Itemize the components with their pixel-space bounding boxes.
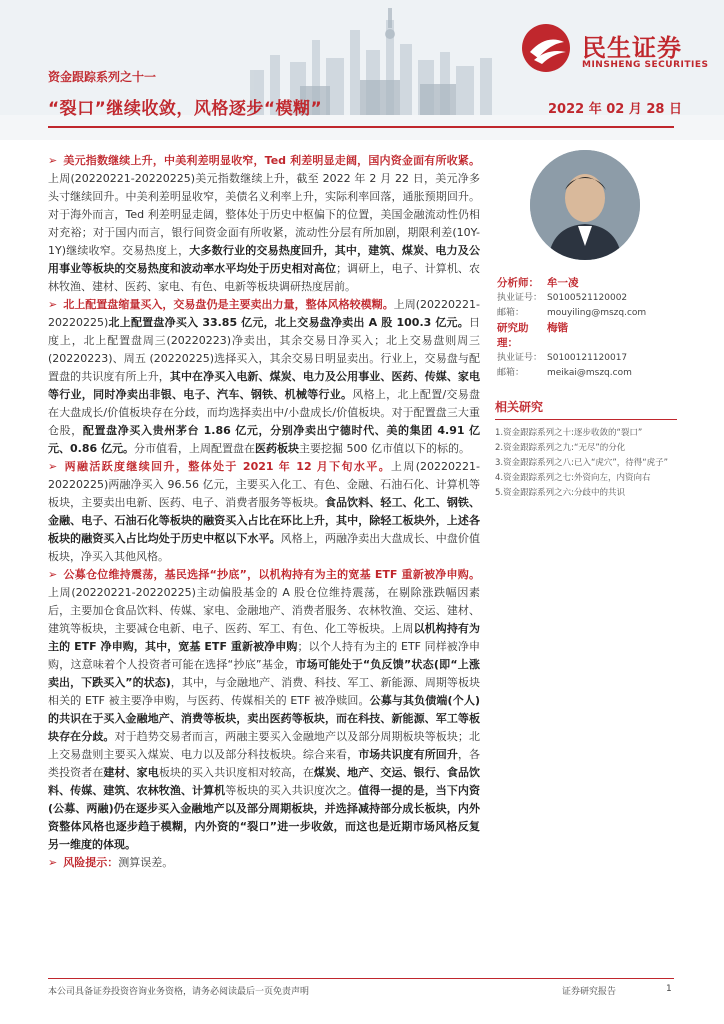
analyst-info — [497, 276, 677, 381]
related-link[interactable]: 1.资金跟踪系列之十:逐步收敛的“裂口” — [495, 428, 643, 438]
paragraph-emphasis: 配置盘净买入贵州茅台 1.86 亿元，分别净卖出宁德时代、美的集团 4.91 亿元、0.86 亿元。 — [48, 424, 480, 455]
related-link[interactable]: 5.资金跟踪系列之六:分歧中的共识 — [495, 488, 625, 498]
paragraph-text: 对于趋势交易者而言，两融主要买入金融地产以及部分周期板块等板块；北上交易盘则主要买入煤炭、电力以及部分科技板块。综合来看， — [48, 730, 481, 761]
arrow-bullet-icon: ➢ — [48, 298, 58, 311]
paragraph-text: 上周(20220221-20220225)主动偏股基金的 A 股仓位维持震荡，在剔除涨跌幅因素后，主要加仓食品饮料、传媒、家电、金融地产、消费者服务、农林牧渔、交运、建材、建筑等板块，主要减仓电新、电子、医药、军工、有色、化工等板块。上周 — [48, 586, 480, 635]
minsheng-logo — [520, 22, 710, 74]
assistant-cert: S0100121120017 — [547, 353, 628, 363]
paragraph-emphasis: 市场共识度有所回升 — [358, 748, 458, 761]
cert-label: 执业证号： — [497, 353, 543, 363]
minsheng-logo-icon — [520, 22, 576, 74]
arrow-bullet-icon: ➢ — [48, 154, 58, 167]
paragraph-text: ；以个人持有为主的 ETF 同样被净申购，这意味着个人投资者可能在选择“抄底”基金， — [48, 640, 480, 671]
header-divider — [48, 126, 674, 128]
related-link[interactable]: 3.资金跟踪系列之八:已入“虎穴”，待得“虎子” — [495, 458, 669, 468]
analyst-email: mouyiling@mszq.com — [547, 308, 647, 318]
arrow-bullet-icon: ➢ — [48, 856, 58, 869]
report-paragraph — [48, 854, 480, 872]
report-date: 2022 年 02 月 28 日 — [548, 102, 682, 117]
paragraph-lead: 公募仓位维持震荡，基民选择“抄底”，以机构持有为主的宽基 ETF 重新被净申购。 — [63, 568, 480, 581]
footer-disclaimer: 本公司具备证券投资咨询业务资格，请务必阅读最后一页免责声明 — [48, 987, 310, 997]
analyst-name: 牟一凌 — [547, 277, 579, 289]
paragraph-emphasis: 其中在净买入电新、煤炭、电力及公用事业、医药、传媒、家电等行业，同时净卖出非银、电子、汽车、钢铁、机械等行业。 — [48, 370, 481, 401]
paragraph-emphasis: 医药板块 — [254, 442, 299, 455]
arrow-bullet-icon: ➢ — [48, 568, 58, 581]
series-label: 资金跟踪系列之十一 — [48, 70, 157, 84]
assistant-label: 研究助理： — [497, 322, 529, 349]
email-label: 邮箱： — [497, 308, 525, 318]
paragraph-lead: 两融活跃度继续回升，整体处于 2021 年 12 月下旬水平。 — [63, 460, 392, 473]
paragraph-emphasis: 建材、家电 — [103, 766, 159, 779]
related-research-list — [495, 426, 677, 501]
footer-report-type: 证券研究报告 — [562, 987, 617, 997]
paragraph-lead: 北上配置盘缩量买入，交易盘仍是主要卖出力量，整体风格较模糊。 — [63, 298, 394, 311]
cert-label: 执业证号： — [497, 293, 543, 303]
paragraph-text: 板块的买入共识度相对较高，在 — [158, 766, 314, 779]
report-body — [48, 152, 480, 872]
analyst-photo — [530, 150, 640, 260]
header-banner — [0, 0, 724, 140]
paragraph-emphasis: 北上配置盘净买入 33.85 亿元，北上交易盘净卖出 A 股 100.3 亿元。 — [108, 316, 469, 329]
paragraph-text: ，各类投资者在 — [48, 748, 481, 779]
paragraph-lead: 风险提示： — [63, 856, 119, 869]
email-label: 邮箱： — [497, 368, 525, 378]
paragraph-emphasis: 大多数行业的交易热度回升，其中，建筑、煤炭、电力及公用事业等板块的交易热度和波动率水平均处于历史相对高位 — [48, 244, 480, 275]
paragraph-emphasis: 市场可能处于“负反馈”状态(即“上涨卖出，下跌买入”的状态) — [48, 658, 480, 689]
paragraph-lead: 美元指数继续上升，中美利差明显收窄，Ted 利差明显走阔，国内资金面有所收紧。 — [63, 154, 480, 167]
assistant-email: meikai@mszq.com — [547, 368, 632, 378]
document-title: “裂口”继续收敛，风格逐步“模糊” — [48, 99, 323, 119]
paragraph-text: 等板块的买入共识度次之。 — [225, 784, 359, 797]
related-research-title: 相关研究 — [495, 398, 677, 420]
paragraph-text: ，其中，与金融地产、消费、科技、军工、新能源、周期等板块相关的 ETF 被主要净申购，与医药、传媒相关的 ETF 被净赎回。 — [48, 676, 480, 707]
paragraph-text: ；调研上，电子、计算机、农林牧渔、建材、医药、家电、有色、电新等板块调研热度居前。 — [48, 262, 481, 293]
page-number: 1 — [666, 984, 672, 994]
paragraph-text: 日度上，北上配置盘周三(20220223)净卖出，其余交易日净买入；北上交易盘则周三(20220223)、周五 (20220225)选择买入，其余交易日明显卖出。行业上，交易盘与配置盘的共识度有所上升， — [48, 316, 480, 383]
paragraph-emphasis: 食品饮料、轻工、化工、钢铁、金融、电子、石油石化等板块的融资买入占比在环比上升，其中，除轻工板块外，上述各板块的融资买入占比均处于历史中枢以下水平。 — [48, 496, 481, 545]
logo-chinese-text: 民生证券 — [582, 34, 682, 62]
arrow-bullet-icon: ➢ — [48, 460, 58, 473]
paragraph-text: 测算误差。 — [118, 856, 174, 869]
footer-divider — [48, 978, 674, 979]
analyst-label: 分析师： — [497, 277, 539, 289]
paragraph-text: 风格上，北上配置/交易盘在大盘成长/价值板块存在分歧，而均选择卖出中/小盘成长/价值板块。对于配置盘三大重仓股， — [48, 388, 480, 437]
paragraph-text: 上周(20220221-20220225)两融净买入 96.56 亿元，主要买入化工、有色、金融、石油石化、计算机等板块，主要卖出电新、医药、电子、消费者服务等板块。 — [48, 460, 480, 509]
paragraph-emphasis: 以机构持有为主的 ETF 净申购，其中，宽基 ETF 重新被净申购 — [48, 622, 481, 653]
paragraph-emphasis: 煤炭、地产、交运、银行、食品饮料、传媒、建筑、农林牧渔、计算机 — [48, 766, 481, 797]
report-paragraph — [48, 458, 480, 566]
logo-english-text: MINSHENG SECURITIES — [582, 60, 709, 70]
related-research — [495, 398, 677, 501]
paragraph-emphasis: 公募与其负债端(个人)的共识在于买入金融地产、消费等板块，卖出医药等板块，而在科技、新能源、军工等板块存在分歧。 — [48, 694, 480, 743]
report-paragraph — [48, 566, 480, 854]
paragraph-text: 分市值看，上周配置盘在 — [133, 442, 255, 455]
paragraph-text: 风格上，两融净卖出大盘成长、中盘价值板块，净买入其他风格。 — [48, 532, 480, 563]
assistant-name: 梅锴 — [547, 322, 568, 334]
report-paragraph — [48, 296, 480, 458]
paragraph-text: 上周(20220221-20220225)美元指数继续上升，截至 2022 年 2 月 22 日，美元净多头寸继续回升。中美利差明显收窄，美债名义利率上升，实际利率回落，通胀预期回升。对于海外而言，Ted 利差明显走阔，整体处于历史中枢偏下的位置，美国金融流动性仍相对充裕；对于国内而言，银行间资金面有所收紧，流动性分层有所加剧，期限利差(10Y-1Y)继续收窄。交易热度上， — [48, 172, 480, 257]
paragraph-text: 主要挖掘 500 亿市值以下的标的。 — [298, 442, 470, 455]
related-link[interactable]: 4.资金跟踪系列之七:外资向左，内资向右 — [495, 473, 651, 483]
report-paragraph — [48, 152, 480, 296]
paragraph-emphasis: 值得一提的是，当下内资(公募、两融)仍在逐步买入金融地产以及部分周期板块，并选择减持部分成长板块，内外资整体风格也逐步趋于模糊，内外资的“裂口”进一步收敛，而这也是近期市场风格反复另一维度的体现。 — [48, 784, 481, 851]
analyst-cert: S0100521120002 — [547, 293, 628, 303]
related-link[interactable]: 2.资金跟踪系列之九:“无尽”的分化 — [495, 443, 626, 453]
paragraph-text: 上周(20220221-20220225) — [48, 298, 480, 329]
